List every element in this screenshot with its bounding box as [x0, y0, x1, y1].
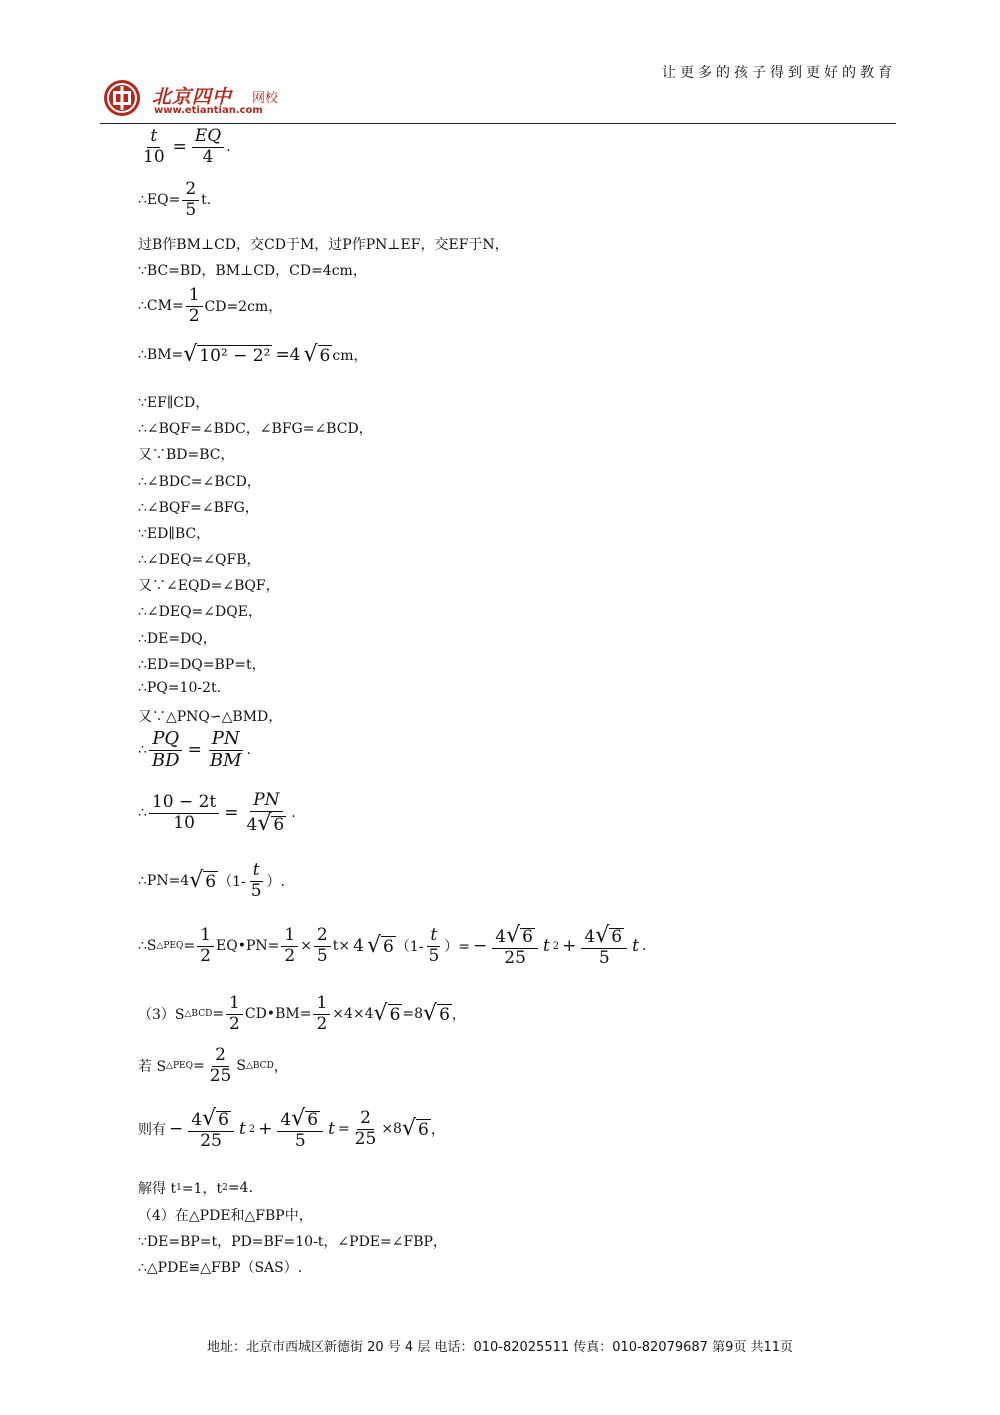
fraction: $\frac{1}{2}$ — [197, 927, 214, 966]
line-22: ∴PN=4 √ 6 （1- $\frac{t}{5}$ ）. — [138, 860, 285, 901]
line-27: 解得 t 1 =1，t 2 =4. — [138, 1180, 253, 1197]
fraction: $\frac{2}{5}$ — [182, 181, 199, 220]
fraction: $\frac{1}{2}$ — [186, 287, 203, 326]
fraction: $\frac{10 - 2t}{10}$ — [149, 794, 219, 833]
line-13: ∴∠DEQ=∠QFB， — [138, 552, 261, 568]
sqrt-expression: √ 10² − 2² — [183, 342, 271, 367]
fraction: 4 √ 6 5 — [277, 1108, 323, 1151]
logo-name: 北京四中 — [152, 86, 233, 108]
fraction: $\frac{1}{2}$ — [226, 995, 243, 1034]
fraction: $\frac{EQ}{4}$ — [192, 128, 224, 167]
fraction: $\frac{2}{25}$ — [209, 1045, 232, 1086]
line-5: ∴CM= $\frac{1}{2}$ CD=2cm， — [138, 285, 283, 326]
line-20: ∴ $\frac{PQ}{BD}$ = $\frac{PN}{BM}$ . — [138, 728, 251, 771]
fraction: $\frac{2}{25}$ — [354, 1108, 377, 1149]
fraction: $\frac{PQ}{BD}$ — [149, 730, 183, 771]
fraction: $\frac{t}{5}$ — [250, 860, 262, 901]
logo-subtitle: 网校 — [252, 91, 279, 106]
line-26: 则有 − 4 √ 6 25 t 2 + 4 √ 6 5 t = $\frac{2}{25}$ ×8 √ 6 ， — [138, 1106, 445, 1151]
line-28: （4）在△PDE和△FBP中， — [138, 1208, 313, 1224]
line-16: ∴DE=DQ， — [138, 631, 217, 647]
line-17: ∴ED=DQ=BP=t， — [138, 657, 266, 673]
line-7: ∵EF∥CD， — [138, 395, 210, 411]
line-3: 过B作BM⊥CD，交CD于M，过P作PN⊥EF，交EF于N， — [138, 237, 509, 253]
line-25: 若 S △PEQ = $\frac{2}{25}$ S △BCD ， — [138, 1045, 288, 1086]
line-29: ∵DE=BP=t，PD=BF=10-t，∠PDE=∠FBP， — [138, 1234, 447, 1250]
header-divider — [100, 123, 896, 124]
line-4: ∵BC=BD，BM⊥CD，CD=4cm， — [138, 263, 367, 279]
line-14: 又∵∠EQD=∠BQF， — [138, 578, 280, 594]
line-6: ∴BM= √ 10² − 2² =4 √ 6 cm， — [138, 342, 368, 367]
line-10: ∴∠BDC=∠BCD， — [138, 474, 261, 490]
logo-emblem-icon — [102, 78, 146, 118]
fraction: $\frac{PN}{BM}$ — [209, 728, 242, 771]
line-8: ∴∠BQF=∠BDC，∠BFG=∠BCD， — [138, 421, 373, 437]
line-19: 又∵△PNQ∽△BMD， — [138, 709, 283, 725]
line-15: ∴∠DEQ=∠DQE， — [138, 604, 262, 620]
fraction: $\frac{1}{2}$ — [313, 995, 330, 1034]
line-18: ∴PQ=10-2t. — [138, 680, 222, 696]
logo-url: www.etiantian.com — [154, 105, 263, 116]
line-2: ∴EQ= $\frac{2}{5}$ t. — [138, 179, 212, 220]
header-slogan: 让更多的孩子得到更好的教育 — [662, 65, 896, 81]
fraction: $\frac{1}{2}$ — [281, 927, 298, 966]
line-12: ∵ED∥BC， — [138, 526, 211, 542]
fraction: $\frac{2}{5}$ — [314, 927, 331, 966]
line-24: （3）S △BCD = $\frac{1}{2}$ CD•BM= $\frac{1}{2}$ ×4×4 √ 6 =8 √ 6 ， — [138, 993, 466, 1034]
line-30: ∴△PDE≌△FBP（SAS）. — [138, 1260, 303, 1276]
line-1: $\frac{t}{10}$ = $\frac{EQ}{4}$ . — [138, 128, 231, 167]
sqrt-expression: √ 6 — [189, 868, 217, 894]
line-11: ∴∠BQF=∠BFG， — [138, 500, 259, 516]
fraction: $\frac{t}{10}$ — [143, 126, 165, 167]
fraction: 4 √ 6 25 — [492, 925, 538, 968]
page-footer: 地址：北京市西城区新德街 20 号 4 层 电话：010-82025511 传真：010-82079687 第9页 共11页 — [206, 1340, 794, 1355]
fraction: 4 √ 6 5 — [581, 925, 627, 968]
sqrt-expression: √ 6 — [303, 342, 331, 367]
fraction: $\frac{t}{5}$ — [428, 925, 440, 966]
fraction: 4 √ 6 25 — [188, 1108, 234, 1151]
line-23: ∴S △PEQ = $\frac{1}{2}$ EQ•PN= $\frac{1}{2}$ × $\frac{2}{5}$ t× 4 √ 6 （1- $\frac{t}{5}$ ）= − 4 √ 6 25 t 2 + 4 √ 6 5 t . — [138, 923, 647, 968]
line-21: ∴ $\frac{10 - 2t}{10}$ = PN 4 √ 6 . — [138, 790, 296, 836]
fraction: PN 4 √ 6 — [246, 790, 285, 836]
line-9: 又∵BD=BC， — [138, 447, 235, 463]
school-logo — [102, 76, 302, 120]
